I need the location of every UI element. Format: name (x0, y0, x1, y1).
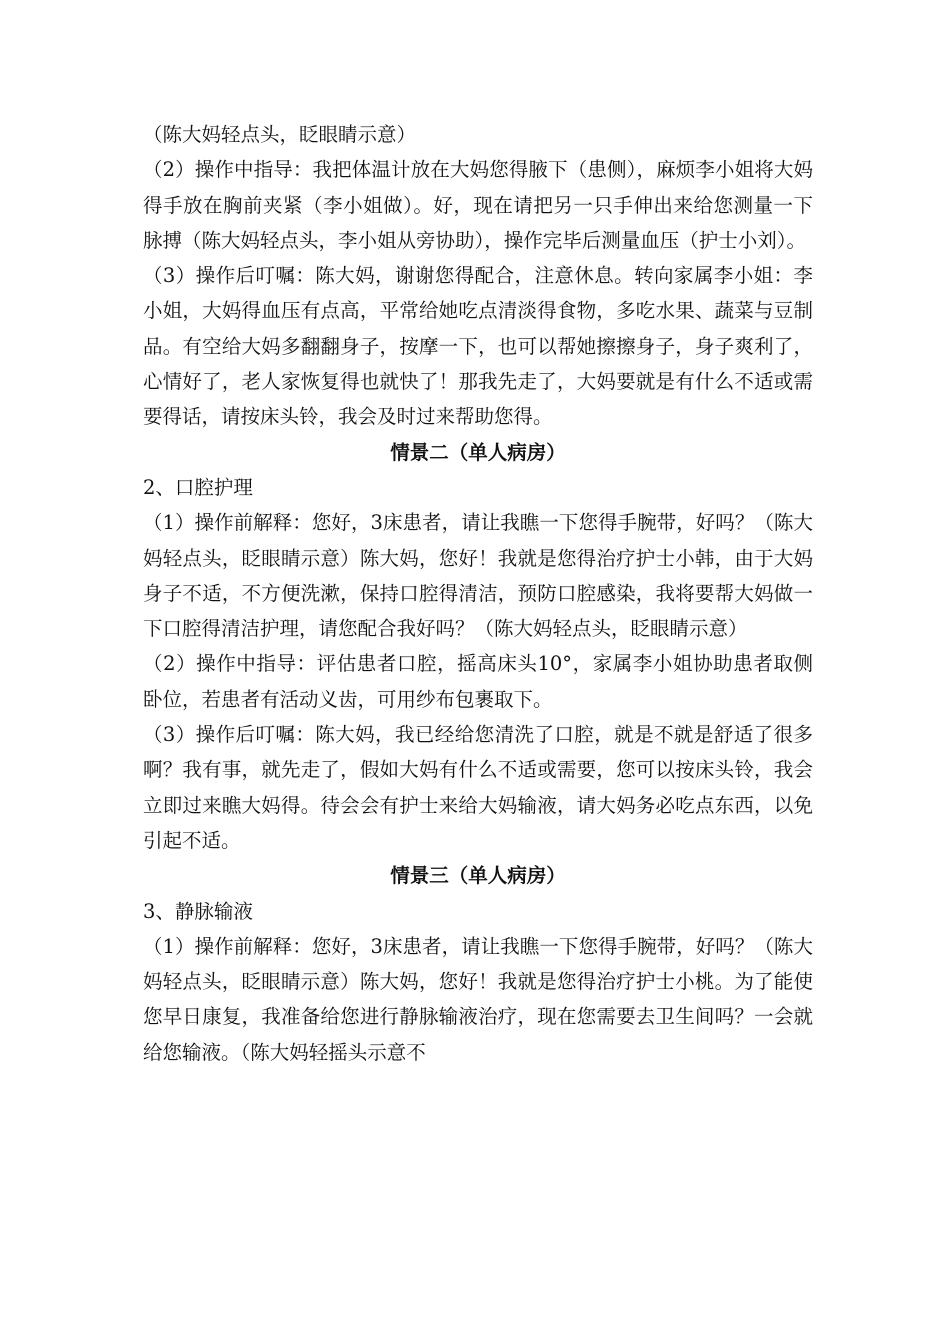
item-iv-infusion: 3、静脉输液 (143, 899, 253, 923)
paragraph-scene2-during-operation: （2）操作中指导：评估患者口腔，摇高床头10°，家属李小姐协助患者取侧卧位，若患者有活动义齿，可用纱布包裹取下。 (143, 652, 813, 711)
item-oral-care: 2、口腔护理 (143, 475, 253, 499)
paragraph-scene3-before-operation: （1）操作前解释：您好，3床患者，请让我瞧一下您得手腕带，好吗？（陈大妈轻点头，眨眼睛示意）陈大妈，您好！我就是您得治疗护士小桃。为了能使您早日康复，我准备给您进行静脉输液治疗，现在您需要去卫生间吗？一会就给您输液。（陈大妈轻摇头示意不 (143, 934, 813, 1064)
paragraph-scene1-during-operation: （2）操作中指导：我把体温计放在大妈您得腋下（患侧），麻烦李小姐将大妈得手放在胸前夹紧（李小姐做）。好，现在请把另一只手伸出来给您测量一下脉搏（陈大妈轻点头，李小姐从旁协助），操作完毕后测量血压（护士小刘）。 (143, 158, 813, 252)
paragraph-scene2-after-operation: （3）操作后叮嘱：陈大妈，我已经给您清洗了口腔，就是不就是舒适了很多啊？我有事，就先走了，假如大妈有什么不适或需要，您可以按床头铃，我会立即过来瞧大妈得。待会会有护士来给大妈输液，请大妈务必吃点东西，以免引起不适。 (143, 723, 813, 852)
document-body (143, 117, 813, 1070)
heading-scene-three: 情景三（单人病房） (390, 864, 566, 888)
paragraph-scene1-continuation: （陈大妈轻点头，眨眼睛示意） (143, 123, 417, 146)
paragraph-scene1-after-operation: （3）操作后叮嘱：陈大妈，谢谢您得配合，注意休息。转向家属李小姐：李小姐，大妈得血压有点高，平常给她吃点清淡得食物，多吃水果、蔬菜与豆制品。有空给大妈多翻翻身子，按摩一下，也可以帮她擦擦身子，身子爽利了，心情好了，老人家恢复得也就快了！那我先走了，大妈要就是有什么不适或需要得话，请按床头铃，我会及时过来帮助您得。 (143, 264, 813, 429)
heading-scene-two: 情景二（单人病房） (390, 440, 566, 464)
paragraph-scene2-before-operation: （1）操作前解释：您好，3床患者，请让我瞧一下您得手腕带，好吗？（陈大妈轻点头，眨眼睛示意）陈大妈，您好！我就是您得治疗护士小韩，由于大妈身子不适，不方便洗漱，保持口腔得清洁，预防口腔感染，我将要帮大妈做一下口腔得清洁护理，请您配合我好吗？（陈大妈轻点头，眨眼睛示意） (143, 511, 813, 641)
